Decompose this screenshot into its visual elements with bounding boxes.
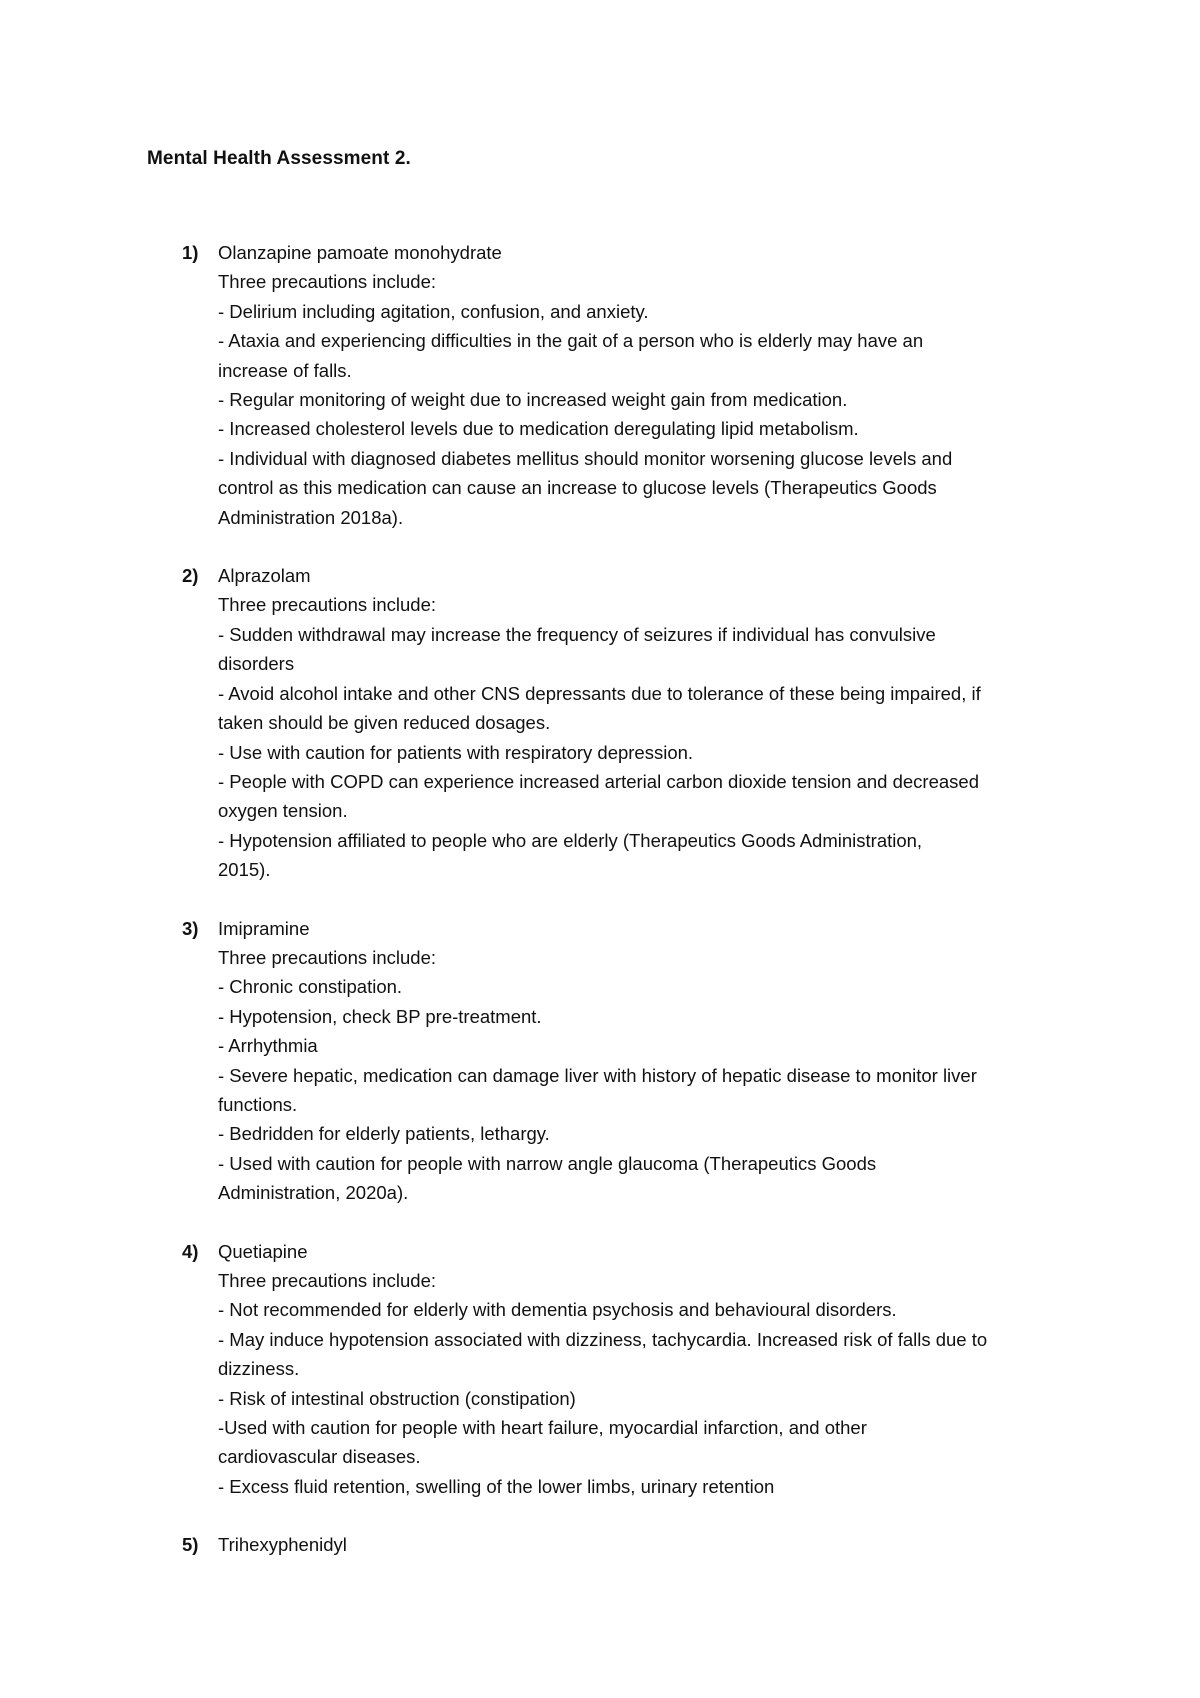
precaution-line: - Risk of intestinal obstruction (constipation) xyxy=(218,1387,576,1409)
precaution-line: - Arrhythmia xyxy=(218,1035,318,1057)
precaution-line: - Chronic constipation. xyxy=(218,976,403,998)
precaution-line: - People with COPD can experience increased arterial carbon dioxide tension and decreased xyxy=(218,770,979,792)
item-number: 4) xyxy=(182,1240,199,1262)
list-item xyxy=(170,914,1070,1208)
precaution-line: Administration 2018a). xyxy=(218,506,404,528)
list-item xyxy=(170,1530,1070,1559)
precaution-line: - Not recommended for elderly with dementia psychosis and behavioural disorders. xyxy=(218,1299,897,1321)
list-item xyxy=(170,238,1070,532)
item-number: 2) xyxy=(182,565,199,587)
precaution-line: - Sudden withdrawal may increase the frequency of seizures if individual has convulsive xyxy=(218,623,936,645)
precaution-line: Administration, 2020a). xyxy=(218,1182,409,1204)
precaution-line: cardiovascular diseases. xyxy=(218,1446,421,1468)
precautions-heading: Three precautions include: xyxy=(218,946,437,968)
precaution-line: 2015). xyxy=(218,859,271,881)
precaution-line: increase of falls. xyxy=(218,359,352,381)
item-number: 3) xyxy=(182,917,199,939)
item-number: 1) xyxy=(182,242,199,263)
list-item xyxy=(170,561,1070,884)
medication-name: Olanzapine pamoate monohydrate xyxy=(218,242,502,263)
precaution-line: functions. xyxy=(218,1093,298,1115)
medication-name: Imipramine xyxy=(218,917,310,939)
item-number: 5) xyxy=(182,1534,199,1556)
medication-name: Trihexyphenidyl xyxy=(218,1534,347,1556)
precaution-line: - May induce hypotension associated with dizziness, tachycardia. Increased risk of falls due to xyxy=(218,1328,988,1350)
precaution-line: - Regular monitoring of weight due to increased weight gain from medication. xyxy=(218,389,848,411)
precaution-line: control as this medication can cause an increase to glucose levels (Therapeutics Goods xyxy=(218,477,937,499)
precaution-line: oxygen tension. xyxy=(218,800,348,822)
precautions-heading: Three precautions include: xyxy=(218,271,437,293)
precaution-line: - Delirium including agitation, confusion, and anxiety. xyxy=(218,300,649,322)
precaution-line: - Use with caution for patients with respiratory depression. xyxy=(218,741,694,763)
precaution-line: - Ataxia and experiencing difficulties in the gait of a person who is elderly may have an xyxy=(218,330,924,352)
medication-name: Alprazolam xyxy=(218,565,311,587)
precaution-line: -Used with caution for people with heart failure, myocardial infarction, and other xyxy=(218,1417,867,1439)
precaution-line: disorders xyxy=(218,653,295,675)
precautions-heading: Three precautions include: xyxy=(218,594,437,616)
medication-list xyxy=(170,238,1070,1589)
document-title: Mental Health Assessment 2. xyxy=(147,148,411,169)
list-item xyxy=(170,1237,1070,1502)
precaution-line: - Hypotension, check BP pre-treatment. xyxy=(218,1005,542,1027)
precaution-line: dizziness. xyxy=(218,1358,300,1380)
precaution-line: - Hypotension affiliated to people who are elderly (Therapeutics Goods Administration, xyxy=(218,829,923,851)
precaution-line: taken should be given reduced dosages. xyxy=(218,712,551,734)
precaution-line: - Bedridden for elderly patients, lethargy. xyxy=(218,1123,550,1145)
precaution-line: - Used with caution for people with narrow angle glaucoma (Therapeutics Goods xyxy=(218,1152,877,1174)
precaution-line: - Individual with diagnosed diabetes mellitus should monitor worsening glucose levels and xyxy=(218,447,953,469)
precautions-heading: Three precautions include: xyxy=(218,1270,437,1291)
precaution-line: - Severe hepatic, medication can damage liver with history of hepatic disease to monitor liver xyxy=(218,1064,977,1086)
precaution-line: - Excess fluid retention, swelling of the lower limbs, urinary retention xyxy=(218,1475,775,1497)
medication-name: Quetiapine xyxy=(218,1240,308,1262)
precaution-line: - Increased cholesterol levels due to medication deregulating lipid metabolism. xyxy=(218,418,859,440)
precaution-line: - Avoid alcohol intake and other CNS depressants due to tolerance of these being impaired, if xyxy=(218,682,981,704)
